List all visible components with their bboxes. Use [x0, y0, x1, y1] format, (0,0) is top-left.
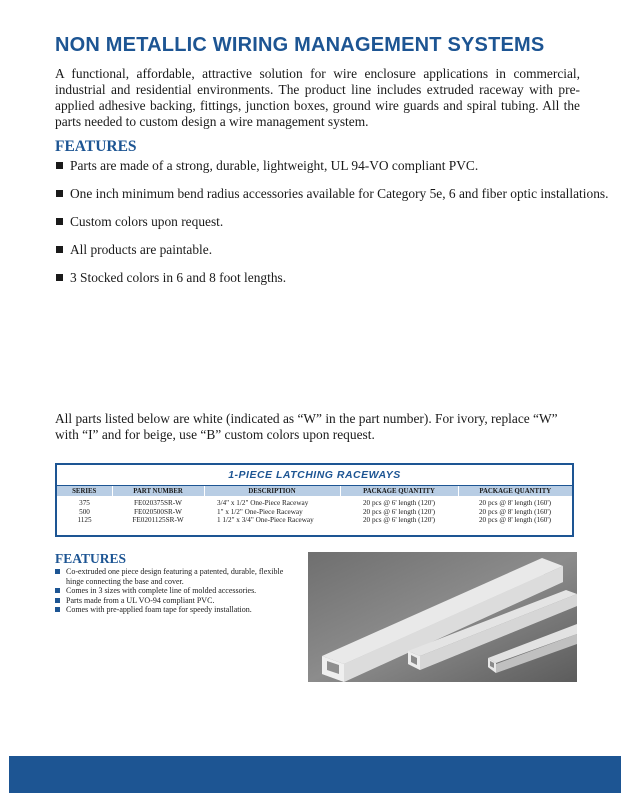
feature-text: 3 Stocked colors in 6 and 8 foot lengths. — [70, 270, 287, 285]
table-row — [57, 516, 572, 525]
product-feature-text: Comes in 3 sizes with complete line of molded accessories. — [66, 586, 257, 595]
square-bullet-icon — [56, 162, 63, 169]
column-header-package-quantity-6ft: PACKAGE QUANTITY — [340, 486, 458, 496]
cell-package-quantity: 20 pcs @ 6' length (120') — [362, 499, 436, 507]
feature-text: Parts are made of a strong, durable, lightweight, UL 94-VO compliant PVC. — [70, 158, 479, 173]
cell-series: 375 — [79, 499, 90, 507]
table-row — [57, 496, 572, 508]
features-heading: FEATURES — [55, 138, 137, 155]
feature-text: Custom colors upon request. — [70, 214, 224, 229]
column-header-description: DESCRIPTION — [204, 486, 340, 496]
product-features-list — [55, 567, 300, 615]
raceway-product-photo — [308, 552, 577, 682]
cell-series: 500 — [79, 507, 90, 516]
table-header-row — [57, 486, 572, 496]
square-bullet-icon — [55, 588, 60, 593]
cell-part-number: FE0201125SR-W — [132, 516, 184, 524]
cell-package-quantity: 20 pcs @ 8' length (160') — [478, 499, 552, 507]
product-features-heading: FEATURES — [55, 551, 127, 566]
feature-item — [55, 242, 595, 270]
product-feature-item — [55, 605, 300, 615]
color-note: All parts listed below are white (indicated as “W” in the part number). For ivory, replace “W” with “I” and for beige, use “B” custom colors upon request. — [55, 411, 558, 442]
table-row — [57, 508, 572, 517]
table-title: 1-PIECE LATCHING RACEWAYS — [57, 465, 572, 486]
cell-series: 1125 — [77, 516, 92, 524]
cell-description: 1 1/2" x 3/4" One-Piece Raceway — [217, 516, 314, 524]
footer-band — [9, 756, 621, 793]
product-feature-item — [55, 567, 300, 586]
square-bullet-icon — [56, 246, 63, 253]
cell-part-number: FE020375SR-W — [134, 499, 182, 507]
cell-package-quantity: 20 pcs @ 6' length (120') — [362, 507, 436, 516]
square-bullet-icon — [55, 607, 60, 612]
cell-package-quantity: 20 pcs @ 6' length (120') — [362, 516, 436, 524]
feature-item — [55, 270, 595, 298]
column-header-part-number: PART NUMBER — [112, 486, 204, 496]
square-bullet-icon — [55, 569, 60, 574]
square-bullet-icon — [55, 598, 60, 603]
column-header-package-quantity-8ft: PACKAGE QUANTITY — [458, 486, 572, 496]
square-bullet-icon — [56, 218, 63, 225]
product-feature-text: Co-extruded one piece design featuring a patented, durable, flexible hinge connecting the base and cover. — [66, 567, 284, 586]
raceway-table-grid — [57, 486, 572, 525]
feature-item — [55, 186, 609, 214]
column-header-series: SERIES — [57, 486, 112, 496]
feature-text: All products are paintable. — [70, 242, 213, 257]
cell-package-quantity: 20 pcs @ 8' length (160') — [478, 507, 552, 516]
cell-description: 1" x 1/2" One-Piece Raceway — [217, 507, 303, 516]
features-list — [55, 158, 609, 298]
feature-item — [55, 214, 595, 242]
cell-description: 3/4" x 1/2" One-Piece Raceway — [217, 499, 309, 507]
product-feature-text: Comes with pre-applied foam tape for speedy installation. — [66, 605, 252, 614]
cell-package-quantity: 20 pcs @ 8' length (160') — [478, 516, 552, 524]
feature-item — [55, 158, 595, 186]
cell-part-number: FE020500SR-W — [134, 507, 182, 516]
square-bullet-icon — [56, 190, 63, 197]
intro-paragraph: A functional, affordable, attractive solution for wire enclosure applications in commercial, industrial and residential environments. The product line includes extruded raceway with pre-applied adhesive backing, fittings, junction boxes, ground wire guards and spiral tubing. All the parts needed to custom design a wire management system. — [55, 66, 580, 129]
feature-text: One inch minimum bend radius accessories available for Category 5e, 6 and fiber optic installations. — [70, 186, 609, 201]
page-title: NON METALLIC WIRING MANAGEMENT SYSTEMS — [55, 34, 545, 56]
product-feature-item — [55, 596, 300, 606]
square-bullet-icon — [56, 274, 63, 281]
product-feature-text: Parts made from a UL VO-94 compliant PVC. — [66, 595, 215, 605]
product-feature-item — [55, 586, 300, 596]
raceway-table — [55, 463, 574, 537]
